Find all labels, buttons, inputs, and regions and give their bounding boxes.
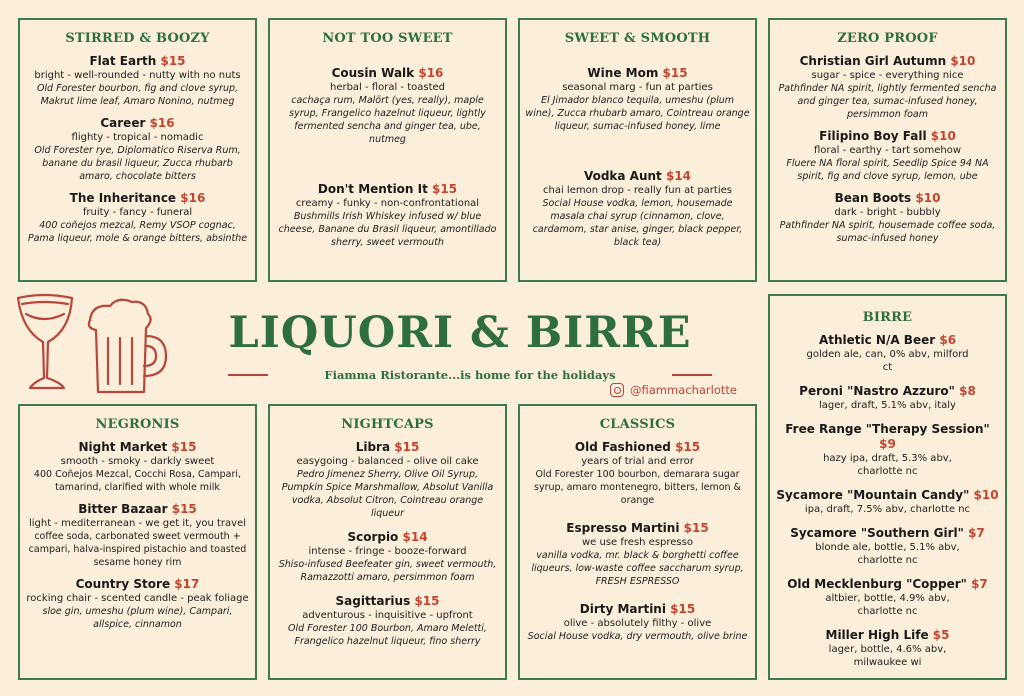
drink-price: $15 bbox=[662, 66, 688, 80]
section-title: NIGHTCAPS bbox=[341, 417, 434, 432]
drink-item bbox=[25, 116, 250, 183]
beer-name: Sycamore "Mountain Candy" bbox=[776, 488, 970, 502]
beer-item bbox=[775, 628, 1000, 669]
beer-name: Athletic N/A Beer bbox=[818, 333, 936, 347]
drink-tagline: easygoing - balanced - olive oil cake bbox=[296, 456, 479, 467]
beer-item bbox=[775, 526, 1000, 567]
drink-ingredients: 400 coñejos mezcal, Remy VSOP cognac, Pama liqueur, mole & orange bitters, absinthe bbox=[27, 220, 248, 244]
drink-name: Flat Earth bbox=[89, 54, 157, 68]
drink-price: $15 bbox=[160, 54, 186, 68]
beer-name: Old Mecklenburg "Copper" bbox=[787, 577, 967, 591]
drink-ingredients: Pathfinder NA spirit, lightly fermented sencha and ginger tea, sumac-infused honey, persimmon foam bbox=[778, 83, 997, 120]
drink-ingredients: Old Forester 100 Bourbon, Amaro Meletti, Frangelico hazelnut liqueur, fino sherry bbox=[288, 623, 487, 647]
section-stirred-boozy bbox=[18, 18, 257, 282]
drink-name: Cousin Walk bbox=[331, 66, 415, 80]
drink-tagline: years of trial and error bbox=[581, 456, 694, 467]
drink-tagline: bright - well-rounded - nutty with no nuts bbox=[34, 70, 241, 81]
drink-item bbox=[775, 191, 1000, 245]
drink-name: Christian Girl Autumn bbox=[799, 54, 947, 68]
page-title: LIQUORI & BIRRE bbox=[228, 308, 692, 358]
drink-tagline: we use fresh espresso bbox=[582, 537, 693, 548]
beer-item bbox=[775, 384, 1000, 412]
drink-item bbox=[525, 440, 750, 507]
instagram-handle-text: @fiammacharlotte bbox=[630, 383, 737, 397]
drink-name: The Inheritance bbox=[69, 191, 177, 205]
drink-name: Libra bbox=[355, 440, 391, 454]
drink-name: Bitter Bazaar bbox=[78, 502, 168, 516]
drink-name: Don't Mention It bbox=[317, 182, 428, 196]
drink-ingredients: Social House vodka, lemon, housemade masala chai syrup (cinnamon, clove, cardamom, star anise, ginger, black pepper, black tea) bbox=[532, 198, 743, 248]
beer-name: Sycamore "Southern Girl" bbox=[790, 526, 964, 540]
drink-price: $15 bbox=[171, 440, 197, 454]
section-sweet-smooth bbox=[518, 18, 757, 282]
drink-tagline: adventurous - inquisitive - upfront bbox=[302, 610, 473, 621]
drink-price: $16 bbox=[418, 66, 444, 80]
section-not-too-sweet bbox=[268, 18, 507, 282]
drink-tagline: smooth - smoky - darkly sweet bbox=[60, 456, 215, 467]
section-title: NOT TOO SWEET bbox=[322, 31, 453, 46]
drink-name: Wine Mom bbox=[587, 66, 659, 80]
drink-price: $16 bbox=[149, 116, 175, 130]
drink-name: Sagittarius bbox=[335, 594, 411, 608]
drink-item bbox=[25, 54, 250, 108]
drink-ingredients: Pathfinder NA spirit, housemade coffee soda, sumac-infused honey bbox=[779, 220, 996, 244]
drink-name: Bean Boots bbox=[834, 191, 912, 205]
drink-price: $14 bbox=[665, 169, 692, 183]
title-divider-right bbox=[672, 374, 712, 376]
drink-item bbox=[275, 440, 500, 520]
drink-item bbox=[25, 440, 250, 494]
beer-price: $6 bbox=[939, 333, 957, 347]
beer-item bbox=[775, 422, 1000, 478]
drink-ingredients: sloe gin, umeshu (plum wine), Campari, allspice, cinnamon bbox=[42, 606, 233, 630]
drink-tagline: fruity - fancy - funeral bbox=[82, 207, 193, 218]
drink-item bbox=[525, 521, 750, 588]
drink-price: $15 bbox=[675, 440, 701, 454]
drink-name: Vodka Aunt bbox=[583, 169, 662, 183]
drink-tagline: floral - earthy - tart somehow bbox=[813, 145, 962, 156]
section-negronis bbox=[18, 404, 257, 680]
drink-item bbox=[275, 182, 500, 249]
beer-details: hazy ipa, draft, 5.3% abv, charlotte nc bbox=[823, 453, 952, 477]
instagram-icon bbox=[610, 383, 624, 397]
drink-item bbox=[525, 602, 750, 643]
drink-ingredients: 400 Coñejos Mezcal, Cocchi Rosa, Campari, tamarind, clarified with whole milk bbox=[33, 469, 242, 493]
beer-details: lager, draft, 5.1% abv, italy bbox=[819, 400, 956, 411]
drink-item bbox=[275, 594, 500, 648]
drink-name: Dirty Martini bbox=[579, 602, 666, 616]
drink-item bbox=[525, 66, 750, 133]
drink-name: Filipino Boy Fall bbox=[819, 129, 927, 143]
beer-item bbox=[775, 488, 1000, 516]
page-subtitle: Fiamma Ristorante...is home for the holidays bbox=[324, 368, 616, 382]
section-title: NEGRONIS bbox=[95, 417, 180, 432]
beer-item bbox=[775, 333, 1000, 374]
section-birre bbox=[768, 294, 1007, 680]
section-title: BIRRE bbox=[862, 310, 913, 325]
drink-name: Night Market bbox=[78, 440, 168, 454]
beer-details: blonde ale, bottle, 5.1% abv, charlotte nc bbox=[815, 542, 960, 566]
section-title: ZERO PROOF bbox=[837, 31, 938, 46]
drink-price: $15 bbox=[670, 602, 696, 616]
beer-price: $7 bbox=[971, 577, 988, 591]
drink-price: $15 bbox=[432, 182, 458, 196]
drink-price: $10 bbox=[950, 54, 976, 68]
drink-tagline: olive - absolutely filthy - olive bbox=[563, 618, 712, 629]
drink-ingredients: Pedro Jimenez Sherry, Olive Oil Syrup, Pumpkin Spice Marshmallow, Absolut Vanilla vodka, Absolut Citron, Cointreau orange liqueur bbox=[281, 469, 494, 519]
drink-ingredients: Bushmills Irish Whiskey infused w/ blue cheese, Banane du Brasil liqueur, amontillado sherry, sweet vermouth bbox=[278, 211, 497, 248]
drink-price: $15 bbox=[394, 440, 420, 454]
beer-price: $8 bbox=[959, 384, 976, 398]
drink-price: $10 bbox=[915, 191, 941, 205]
beer-item bbox=[775, 577, 1000, 618]
drink-tagline: light - mediterranean - we get it, you travel bbox=[28, 518, 247, 529]
drink-price: $10 bbox=[930, 129, 956, 143]
beer-price: $5 bbox=[932, 628, 950, 642]
drink-item bbox=[25, 502, 250, 569]
drink-tagline: creamy - funky - non-confrontational bbox=[295, 198, 480, 209]
drink-ingredients: El Jimador blanco tequila, umeshu (plum wine), Zucca rhubarb amaro, Cointreau orange liqueur, sumac-infused honey, lime bbox=[525, 95, 750, 132]
drink-ingredients: Old Forester 100 bourbon, demarara sugar syrup, amaro montenegro, bitters, lemon & orange bbox=[534, 469, 741, 506]
beer-details: golden ale, can, 0% abv, milford ct bbox=[806, 349, 969, 373]
section-zero-proof bbox=[768, 18, 1007, 282]
drink-tagline: flighty - tropical - nomadic bbox=[71, 132, 204, 143]
beer-price: $10 bbox=[973, 488, 999, 502]
drink-price: $15 bbox=[683, 521, 709, 535]
drink-ingredients: Social House vodka, dry vermouth, olive brine bbox=[527, 631, 748, 642]
drink-price: $14 bbox=[402, 530, 428, 544]
drink-ingredients: Old Forester bourbon, fig and clove syrup, Makrut lime leaf, Amaro Nonino, nutmeg bbox=[36, 83, 239, 107]
section-title: CLASSICS bbox=[599, 417, 676, 432]
drink-price: $15 bbox=[414, 594, 440, 608]
beer-details: altbier, bottle, 4.9% abv, charlotte nc bbox=[825, 593, 950, 617]
drink-tagline: chai lemon drop - really fun at parties bbox=[543, 185, 732, 196]
drink-ingredients: Shiso-infused Beefeater gin, sweet vermouth, Ramazzotti amaro, persimmon foam bbox=[278, 559, 497, 583]
drink-ingredients: coffee soda, carbonated sweet vermouth + campari, halva-inspired pistachio and toasted sesame honey rim bbox=[28, 531, 247, 568]
drink-ingredients: Old Forester rye, Diplomatico Riserva Rum, banane du brasil liqueur, Zucca rhubarb amaro, chocolate bitters bbox=[34, 145, 241, 182]
drink-tagline: herbal - floral - toasted bbox=[329, 82, 446, 93]
drink-name: Espresso Martini bbox=[566, 521, 680, 535]
drink-ingredients: Fluere NA floral spirit, Seedlip Spice 94 NA spirit, fig and clove syrup, lemon, ube bbox=[786, 158, 989, 182]
drink-tagline: seasonal marg - fun at parties bbox=[562, 82, 713, 93]
beer-name: Free Range "Therapy Session" bbox=[785, 422, 990, 436]
title-divider-left bbox=[228, 374, 268, 376]
beer-name: Peroni "Nastro Azzuro" bbox=[799, 384, 955, 398]
drink-name: Career bbox=[100, 116, 146, 130]
drink-item bbox=[25, 191, 250, 245]
drink-price: $16 bbox=[180, 191, 206, 205]
section-classics bbox=[518, 404, 757, 680]
drink-ingredients: cachaça rum, Malört (yes, really), maple syrup, Frangelico hazelnut liqueur, lightly fermented sencha and ginger tea, ube, nutmeg bbox=[289, 95, 486, 145]
drink-name: Old Fashioned bbox=[574, 440, 671, 454]
drink-tagline: intense - fringe - booze-forward bbox=[308, 546, 467, 557]
drink-tagline: rocking chair - scented candle - peak foliage bbox=[26, 593, 249, 604]
drink-price: $15 bbox=[171, 502, 197, 516]
drink-item bbox=[275, 530, 500, 584]
beer-name: Miller High Life bbox=[825, 628, 929, 642]
beer-price: $9 bbox=[879, 437, 896, 451]
drink-name: Country Store bbox=[75, 577, 171, 591]
instagram-handle[interactable] bbox=[610, 383, 750, 401]
beer-details: ipa, draft, 7.5% abv, charlotte nc bbox=[804, 504, 971, 515]
drink-item bbox=[525, 169, 750, 249]
beer-price: $7 bbox=[968, 526, 985, 540]
drink-ingredients: vanilla vodka, mr. black & borghetti coffee liqueurs, low-waste coffee saccharum syrup, FRESH ESPRESSO bbox=[531, 550, 744, 587]
cocktail-beer-illustration bbox=[14, 290, 174, 400]
drink-tagline: sugar - spice - everything nice bbox=[811, 70, 964, 81]
drink-item bbox=[775, 54, 1000, 121]
section-nightcaps bbox=[268, 404, 507, 680]
drink-name: Scorpio bbox=[347, 530, 399, 544]
drink-price: $17 bbox=[174, 577, 200, 591]
section-title: STIRRED & BOOZY bbox=[65, 31, 210, 46]
drink-tagline: dark - bright - bubbly bbox=[834, 207, 941, 218]
beer-details: lager, bottle, 4.6% abv, milwaukee wi bbox=[828, 644, 947, 668]
drink-item bbox=[775, 129, 1000, 183]
drink-item bbox=[25, 577, 250, 631]
drink-item bbox=[275, 66, 500, 146]
section-title: SWEET & SMOOTH bbox=[564, 31, 711, 46]
